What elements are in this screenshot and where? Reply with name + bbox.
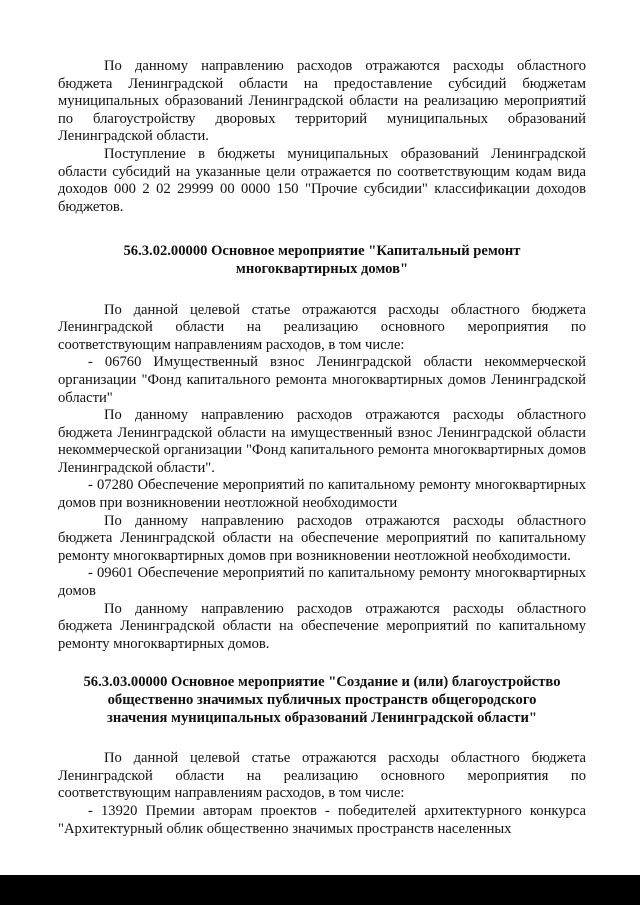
section1-item-09601: - 09601 Обеспечение мероприятий по капитальному ремонту многоквартирных домов xyxy=(58,565,586,600)
document-body xyxy=(58,58,586,838)
section2-item-13920: - 13920 Премии авторам проектов - победителей архитектурного конкурса "Архитектурный облик общественно значимых пространств населенных xyxy=(58,802,586,837)
section1-paragraph-1: По данной целевой статье отражаются расходы областного бюджета Ленинградской области на реализацию основного мероприятия по соответствующим направлениям расходов, в том числе: xyxy=(58,301,586,353)
section1-paragraph-4: По данному направлению расходов отражаются расходы областного бюджета Ленинградской области на обеспечение мероприятий по капитальному ремонту многоквартирных домов. xyxy=(58,600,586,652)
section-heading-56-3-03: 56.3.03.00000 Основное мероприятие "Создание и (или) благоустройство общественно значимых публичных пространств общегородского значения муниципальных образований Ленинградской области" xyxy=(83,674,561,726)
section-heading-56-3-02: 56.3.02.00000 Основное мероприятие "Капитальный ремонт многоквартирных домов" xyxy=(123,243,521,277)
scan-bottom-border xyxy=(0,875,640,905)
section1-item-06760: - 06760 Имущественный взнос Ленинградской области некоммерческой организации "Фонд капитального ремонта многоквартирных домов Ленинградской области" xyxy=(58,354,586,406)
section1-paragraph-2: По данному направлению расходов отражаются расходы областного бюджета Ленинградской области на имущественный взнос Ленинградской области некоммерческой организации "Фонд капитального ремонта многоквартирных домов Ленинградской области". xyxy=(58,407,586,476)
section2-paragraph-1: По данной целевой статье отражаются расходы областного бюджета Ленинградской области на реализацию основного мероприятия по соответствующим направлениям расходов, в том числе: xyxy=(58,750,586,802)
section1-paragraph-3: По данному направлению расходов отражаются расходы областного бюджета Ленинградской области на обеспечение мероприятий по капитальному ремонту многоквартирных домов при возникновении неотложной необходимости. xyxy=(58,512,586,564)
intro-paragraph-1: По данному направлению расходов отражаются расходы областного бюджета Ленинградской области на предоставление субсидий бюджетам муниципальных образований Ленинградской области на реализацию мероприятий по благоустройству дворовых территорий муниципальных образований Ленинградской области. xyxy=(58,58,586,145)
intro-paragraph-2: Поступление в бюджеты муниципальных образований Ленинградской области субсидий на указанные цели отражается по соответствующим кодам вида доходов 000 2 02 29999 00 0000 150 "Прочие субсидии" классификации доходов бюджетов. xyxy=(58,145,586,215)
section1-item-07280: - 07280 Обеспечение мероприятий по капитальному ремонту многоквартирных домов при возникновении неотложной необходимости xyxy=(58,477,586,512)
